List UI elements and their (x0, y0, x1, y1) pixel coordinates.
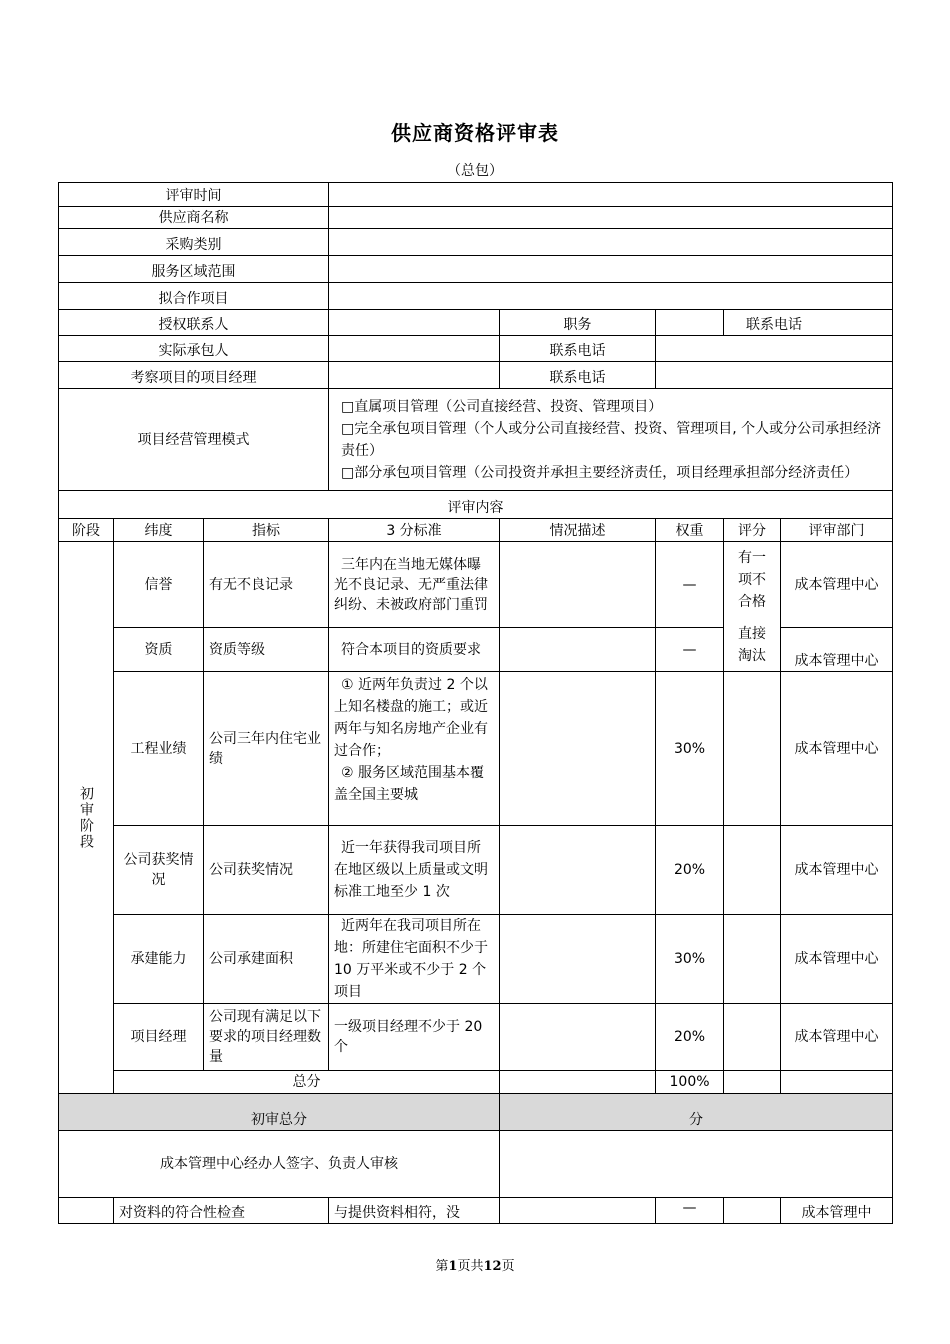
footer-suffix: 页 (501, 1259, 515, 1274)
indicator-cell: 资质等级 (204, 628, 329, 672)
contractor-phone-label: 联系电话 (500, 336, 656, 362)
weight-cell: 20% (656, 826, 724, 915)
service-area-label: 服务区域范围 (59, 256, 329, 283)
score-note-1: 有一项不合格 (738, 549, 767, 610)
description-cell[interactable] (500, 826, 656, 915)
description-cell[interactable] (500, 1004, 656, 1071)
header-stage: 阶段 (59, 519, 114, 542)
next-score-cell[interactable] (724, 1198, 781, 1224)
indicator-cell: 有无不良记录 (204, 542, 329, 628)
weight-cell: — (656, 628, 724, 672)
score-note-2: 直接淘汰 (738, 625, 767, 664)
review-form-table (58, 182, 893, 1224)
dimension-cell: 承建能力 (114, 915, 204, 1004)
page-title: 供应商资格评审表 (391, 121, 559, 145)
table-row (59, 826, 893, 915)
total-description-cell (500, 1071, 656, 1094)
supplier-name-label: 供应商名称 (59, 207, 329, 229)
standard-item-1: ① 近两年负责过 2 个以上知名楼盘的施工；或近两年与知名房地产企业有过合作； (334, 677, 489, 759)
review-header-row (59, 519, 893, 542)
dimension-cell: 资质 (114, 628, 204, 672)
score-cell[interactable] (724, 826, 781, 915)
table-row-next (59, 1198, 893, 1224)
actual-contractor-field[interactable] (329, 336, 500, 362)
actual-contractor-label: 实际承包人 (59, 336, 329, 362)
mode-option-partial-contract[interactable]: □部分承包项目管理（公司投资并承担主要经济责任，项目经理承担部分经济责任） (341, 464, 859, 481)
table-row (59, 542, 893, 628)
page-footer (0, 1255, 950, 1274)
description-cell[interactable] (500, 915, 656, 1004)
info-row-contractor (59, 336, 893, 362)
standard-cell: 近两年在我司项目所在地：所建住宅面积不少于 10 万平米或不少于 2 个项目 (329, 915, 500, 1004)
header-standard: 3 分标准 (329, 519, 500, 542)
indicator-cell: 公司承建面积 (204, 915, 329, 1004)
department-cell: 成本管理中心 (781, 826, 893, 915)
header-department: 评审部门 (781, 519, 893, 542)
description-cell[interactable] (500, 672, 656, 826)
inspected-pm-field[interactable] (329, 362, 500, 389)
header-score: 评分 (724, 519, 781, 542)
mode-option-direct[interactable]: □直属项目管理（公司直接经营、投资、管理项目） (341, 398, 663, 415)
standard-item-2: ② 服务区域范围基本覆盖全国主要城 (334, 765, 485, 803)
next-indicator: 对资料的符合性检查 (114, 1198, 329, 1224)
next-department: 成本管理中 (781, 1198, 893, 1224)
contractor-phone-field[interactable] (656, 336, 893, 362)
initial-total-label: 初审总分 (59, 1094, 500, 1131)
purchase-category-label: 采购类别 (59, 229, 329, 256)
review-section-title: 评审内容 (59, 491, 893, 519)
score-cell[interactable] (724, 915, 781, 1004)
review-time-label: 评审时间 (59, 183, 329, 207)
description-cell[interactable] (500, 628, 656, 672)
next-standard: 与提供资料相符，没 (329, 1198, 500, 1224)
total-score-cell[interactable] (724, 1071, 781, 1094)
pm-phone-label: 联系电话 (500, 362, 656, 389)
mode-label: 项目经营管理模式 (59, 389, 329, 491)
authorized-contact-label: 授权联系人 (59, 310, 329, 336)
stage-cell (59, 542, 114, 1094)
dimension-cell: 工程业绩 (114, 672, 204, 826)
total-weight: 100% (656, 1071, 724, 1094)
sign-row (59, 1131, 893, 1198)
weight-cell: 30% (656, 915, 724, 1004)
weight-cell: — (656, 542, 724, 628)
department-cell: 成本管理中心 (781, 1004, 893, 1071)
mode-option-full-contract[interactable]: □完全承包项目管理（个人或分公司直接经营、投资、管理项目, 个人或分公司承担经济责任） (341, 420, 882, 459)
indicator-cell: 公司获奖情况 (204, 826, 329, 915)
initial-total-row (59, 1094, 893, 1131)
next-weight: — (656, 1198, 724, 1224)
review-section-row (59, 491, 893, 519)
mode-options (329, 389, 893, 491)
footer-page-number: 1 (448, 1259, 458, 1274)
info-row-pm (59, 362, 893, 389)
header-dimension: 纬度 (114, 519, 204, 542)
standard-cell: 符合本项目的资质要求 (329, 628, 500, 672)
info-row-supplier (59, 207, 893, 229)
page-subtitle: （总包） (447, 163, 503, 179)
department-cell: 成本管理中心 (781, 628, 893, 672)
table-row (59, 1004, 893, 1071)
purchase-category-field[interactable] (329, 229, 893, 256)
service-area-field[interactable] (329, 256, 893, 283)
standard-cell: 三年内在当地无媒体曝光不良记录、无严重法律纠纷、未被政府部门重罚 (329, 542, 500, 628)
review-time-field[interactable] (329, 183, 893, 207)
next-description-cell[interactable] (500, 1198, 656, 1224)
standard-cell (329, 672, 500, 826)
next-stage-cell (59, 1198, 114, 1224)
footer-total-pages: 12 (483, 1259, 502, 1274)
sign-field[interactable] (500, 1131, 893, 1198)
position-label: 职务 (500, 310, 656, 336)
indicator-cell: 公司现有满足以下要求的项目经理数量 (204, 1004, 329, 1071)
info-row-contact (59, 310, 893, 336)
standard-cell: 近一年获得我司项目所在地区级以上质量或文明标准工地至少 1 次 (329, 826, 500, 915)
score-cell[interactable] (724, 1004, 781, 1071)
info-row-mode (59, 389, 893, 491)
description-cell[interactable] (500, 542, 656, 628)
info-row-review-time (59, 183, 893, 207)
position-field[interactable] (656, 310, 724, 336)
total-department-cell (781, 1071, 893, 1094)
merged-score-cell (724, 542, 781, 672)
total-label: 总分 (114, 1071, 500, 1094)
stage-label: 初审阶段 (78, 785, 94, 850)
pm-phone-field[interactable] (656, 362, 893, 389)
supplier-name-field[interactable] (329, 207, 893, 229)
info-row-area (59, 256, 893, 283)
department-cell: 成本管理中心 (781, 672, 893, 826)
footer-prefix: 第 (435, 1259, 449, 1274)
total-row (59, 1071, 893, 1094)
dimension-cell: 项目经理 (114, 1004, 204, 1071)
info-row-project (59, 283, 893, 310)
contact-phone-label: 联系电话 (724, 310, 893, 336)
header-description: 情况描述 (500, 519, 656, 542)
header-indicator: 指标 (204, 519, 329, 542)
weight-cell: 20% (656, 1004, 724, 1071)
table-row (59, 915, 893, 1004)
footer-middle: 页共 (457, 1259, 484, 1274)
department-cell: 成本管理中心 (781, 542, 893, 628)
dimension-cell: 公司获奖情况 (114, 826, 204, 915)
sign-label: 成本管理中心经办人签字、负责人审核 (59, 1131, 500, 1198)
standard-cell: 一级项目经理不少于 20 个 (329, 1004, 500, 1071)
proposed-project-field[interactable] (329, 283, 893, 310)
info-row-category (59, 229, 893, 256)
weight-cell: 30% (656, 672, 724, 826)
department-cell: 成本管理中心 (781, 915, 893, 1004)
table-row (59, 672, 893, 826)
proposed-project-label: 拟合作项目 (59, 283, 329, 310)
header-weight: 权重 (656, 519, 724, 542)
dimension-cell: 信誉 (114, 542, 204, 628)
initial-total-score: 分 (500, 1094, 893, 1131)
authorized-contact-field[interactable] (329, 310, 500, 336)
indicator-cell: 公司三年内住宅业绩 (204, 672, 329, 826)
score-cell[interactable] (724, 672, 781, 826)
inspected-pm-label: 考察项目的项目经理 (59, 362, 329, 389)
